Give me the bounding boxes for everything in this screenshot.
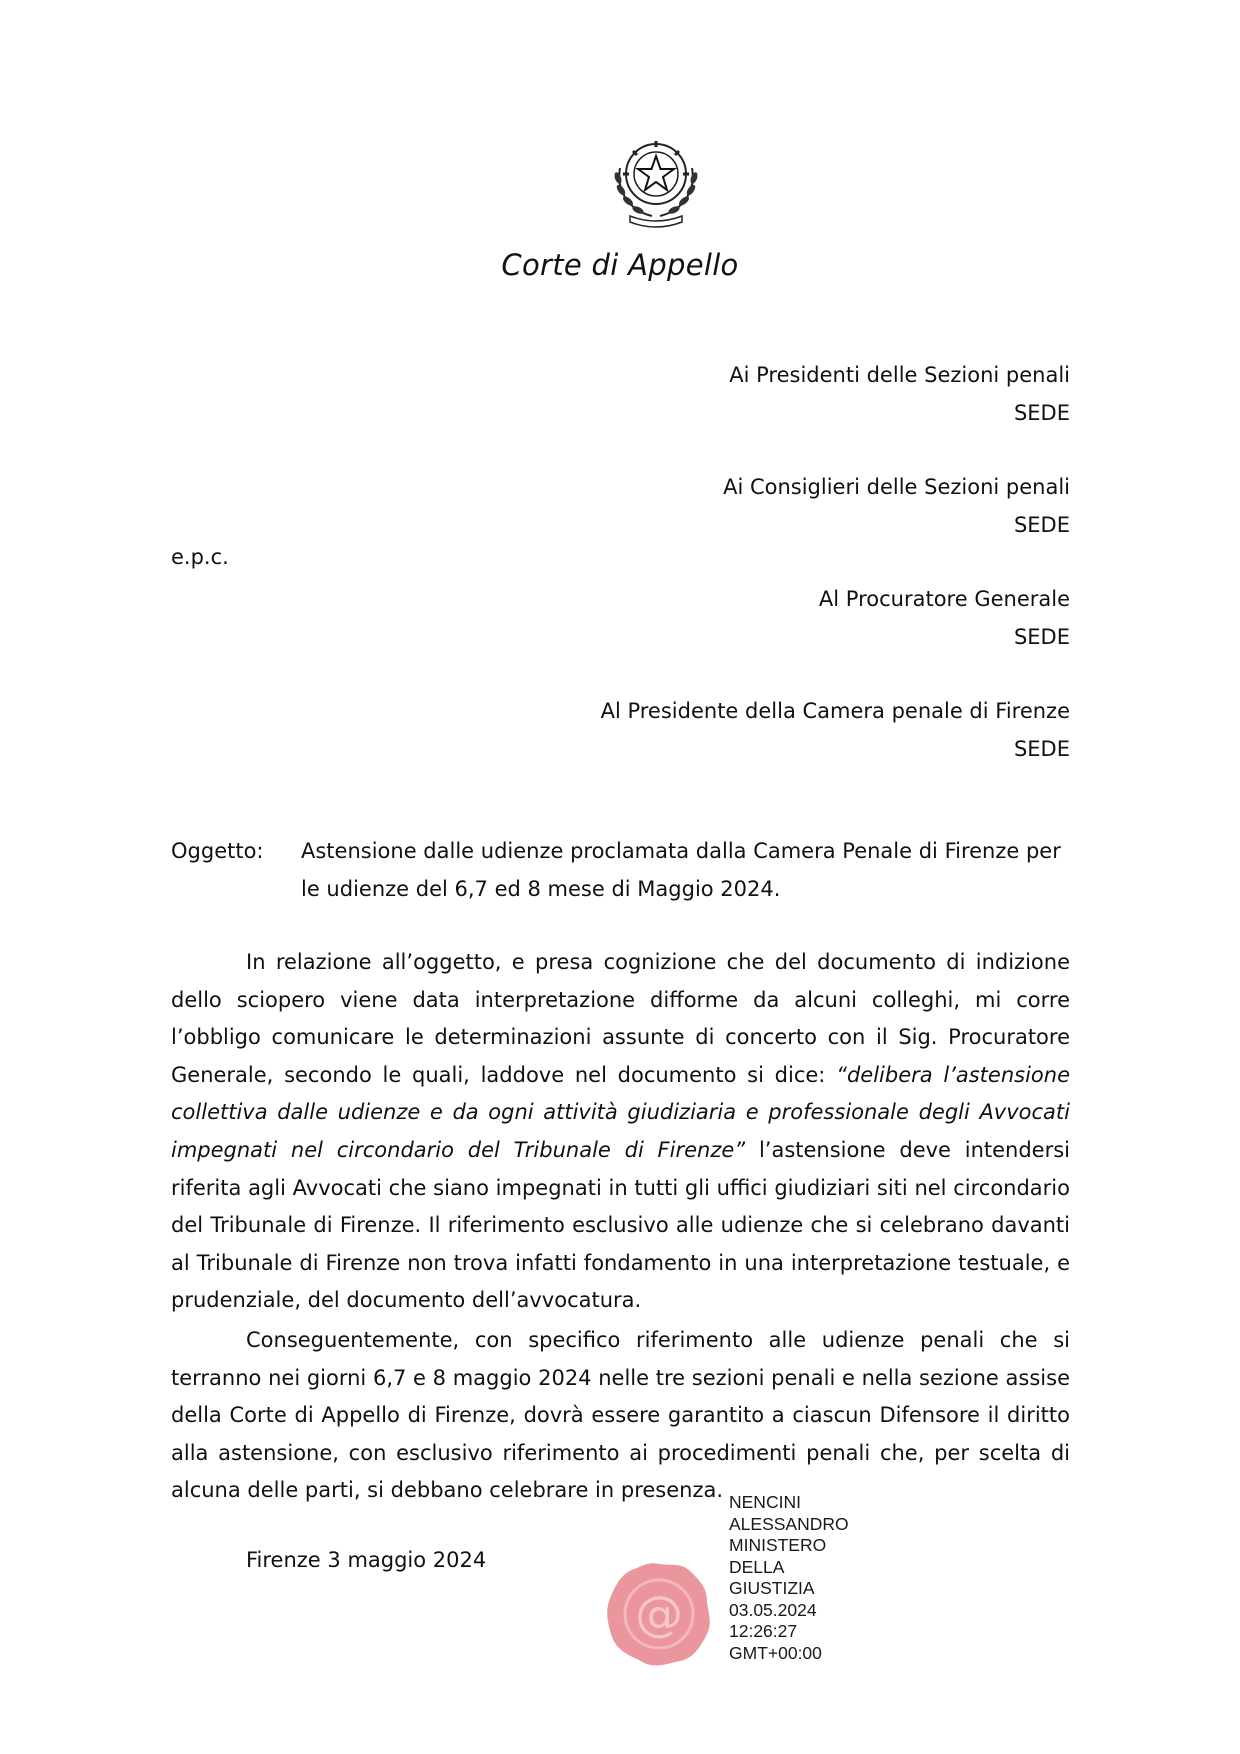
place-date: Firenze 3 maggio 2024	[246, 1548, 487, 1572]
recipient-line: Ai Presidenti delle Sezioni penali	[729, 363, 1070, 387]
recipient-camera-penale	[500, 692, 1070, 768]
digital-signature-text	[729, 1492, 849, 1664]
recipient-location: SEDE	[1013, 625, 1070, 649]
body-p1-quote: “delibera l’astensione collettiva dalle udienze e da ogni attività giudiziaria e professionale degli Avvocati impegnati nel circondario del Tribunale di Firenze”	[171, 1062, 1070, 1162]
letter-body	[171, 944, 1070, 1510]
body-p1-text-end: l’astensione deve intendersi riferita agli Avvocati che siano impegnati in tutti gli uffici giudiziari siti nel circondario del Tribunale di Firenze. Il riferimento esclusivo alle udienze che si celebrano davanti al Tribunale di Firenze non trova infatti fondamento in una interpretazione testuale, e prudenziale, del documento dell’avvocatura.	[171, 1137, 1070, 1313]
signature-line: NENCINI	[729, 1492, 801, 1512]
body-p1-text: In relazione all’oggetto, e presa cognizione che del documento di indizione dello sciopero viene data interpretazione difforme da alcuni colleghi, mi corre l’obbligo comunicare le determinazioni assunte di concerto con il Sig. Procuratore Generale, secondo le quali, laddove nel documento si dice:	[171, 950, 1070, 1087]
italian-republic-emblem-icon	[606, 128, 706, 228]
signature-line: ALESSANDRO	[729, 1513, 849, 1534]
recipient-presidenti	[500, 356, 1070, 432]
signature-line: DELLA	[729, 1556, 785, 1577]
recipients-block	[500, 356, 1070, 804]
court-title: Corte di Appello	[501, 248, 739, 282]
signature-line: GIUSTIZIA	[729, 1578, 815, 1598]
recipient-consiglieri	[500, 468, 1070, 544]
signature-timezone: GMT+00:00	[729, 1642, 822, 1663]
body-paragraph-2: Conseguentemente, con specifico riferimento alle udienze penali che si terranno nei giorni 6,7 e 8 maggio 2024 nelle tre sezioni penali e nella sezione assise della Corte di Appello di Firenze, dovrà essere garantito a ciascun Difensore il diritto alla astensione, con esclusivo riferimento ai procedimenti penali che, per scelta di alcuna delle parti, si debbano celebrare in presenza.	[171, 1327, 1070, 1503]
recipient-location: SEDE	[1013, 513, 1070, 537]
recipient-line: Al Presidente della Camera penale di Firenze	[600, 699, 1070, 723]
signature-line: MINISTERO	[729, 1535, 827, 1555]
signature-date: 03.05.2024	[729, 1599, 817, 1620]
epc-label: e.p.c.	[171, 545, 229, 569]
body-paragraph-1	[171, 944, 1070, 1320]
recipient-location: SEDE	[1013, 401, 1070, 425]
recipient-location: SEDE	[1013, 737, 1070, 761]
digital-signature-seal-icon	[603, 1558, 715, 1670]
svg-text:@: @	[635, 1586, 683, 1642]
subject-text: Astensione dalle udienze proclamata dalla Camera Penale di Firenze per le udienze del 6,7 ed 8 mese di Maggio 2024.	[301, 839, 1061, 901]
signature-time: 12:26:27	[729, 1621, 798, 1641]
recipient-procuratore	[500, 580, 1070, 656]
subject-label: Oggetto:	[171, 839, 264, 863]
recipient-line: Al Procuratore Generale	[818, 587, 1070, 611]
recipient-line: Ai Consiglieri delle Sezioni penali	[723, 475, 1070, 499]
